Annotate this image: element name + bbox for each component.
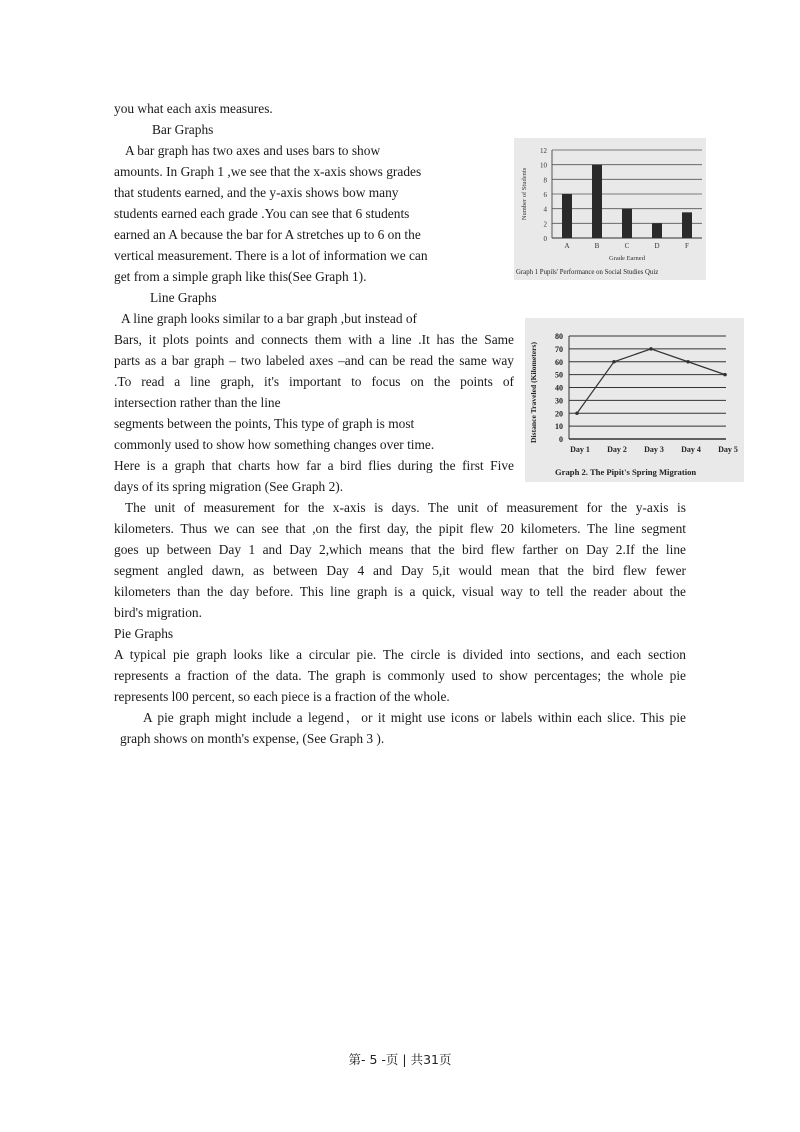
x-tick-label: Day 1: [570, 445, 590, 454]
y-tick-label: 20: [555, 409, 563, 419]
graph-2-line-chart: [525, 318, 744, 482]
x-tick-label: Day 3: [644, 445, 664, 454]
data-point: [612, 360, 616, 364]
x-tick-label: A: [564, 242, 570, 250]
text-line: represents l00 percent, so each piece is a fraction of the whole.: [114, 689, 450, 704]
text-line: segments between the points, This type of graph is most: [114, 416, 415, 431]
y-tick-label: 12: [540, 147, 547, 155]
text-line: A pie graph might include a legend，or it might use icons or labels within each slice. This pie: [143, 710, 686, 725]
text-line: you what each axis measures.: [114, 101, 273, 116]
section-heading-line-graphs: Line Graphs: [150, 290, 217, 305]
y-tick-label: 2: [543, 220, 547, 229]
text-line: that students earned, and the y-axis shows bow many: [114, 185, 399, 200]
x-tick-label: B: [594, 242, 600, 250]
x-tick-label: F: [685, 242, 689, 250]
x-tick-label: Day 4: [681, 445, 701, 454]
section-heading-bar-graphs: Bar Graphs: [152, 122, 214, 137]
text-line: vertical measurement. There is a lot of information we can: [114, 248, 428, 263]
x-tick-label: D: [654, 242, 660, 250]
text-line: Here is a graph that charts how far a bird flies during the first Five: [114, 458, 514, 473]
text-line: kilometers. Thus we can see that ,on the first day, the pipit flew 20 kilometers. The line segment: [114, 521, 686, 536]
text-line: .To read a line graph, it's important to focus on the points of: [114, 374, 514, 389]
data-line: [577, 349, 725, 413]
text-line: A line graph looks similar to a bar graph ,but instead of: [121, 311, 418, 326]
line-chart-svg: [525, 318, 744, 482]
page-footer: 第- 5 -页 | 共31页: [348, 1052, 452, 1067]
y-tick-label: 8: [543, 176, 547, 185]
data-point: [723, 373, 727, 377]
text-line: days of its spring migration (See Graph 2).: [114, 479, 344, 494]
y-tick-label: 70: [555, 344, 563, 354]
text-line: get from a simple graph like this(See Graph 1).: [114, 269, 367, 284]
text-line: The unit of measurement for the x-axis is days. The unit of measurement for the y-axis is: [125, 500, 686, 515]
bar-f: [682, 212, 692, 238]
text-line: amounts. In Graph 1 ,we see that the x-axis shows grades: [114, 164, 422, 179]
chart-title: Graph 1 Pupils' Performance on Social Studies Quiz: [516, 269, 659, 276]
data-point: [575, 411, 579, 415]
y-tick-label: 0: [543, 235, 547, 243]
y-tick-label: 6: [543, 191, 547, 199]
text-line: goes up between Day 1 and Day 2,which means that the bird flew farther on Day 2.If the line: [114, 542, 686, 557]
y-tick-label: 50: [555, 370, 563, 380]
text-line: students earned each grade .You can see that 6 students: [114, 206, 410, 221]
text-line: A typical pie graph looks like a circular pie. The circle is divided into sections, and each section: [114, 647, 686, 662]
text-line: represents a fraction of the data. The graph is commonly used to show percentages; the whole pie: [114, 668, 686, 683]
y-tick-label: 10: [540, 161, 547, 170]
bar-c: [622, 209, 632, 238]
y-tick-label: 0: [559, 435, 563, 444]
y-tick-label: 40: [555, 383, 563, 393]
text-line: bird's migration.: [114, 605, 202, 620]
x-tick-label: C: [624, 242, 630, 250]
data-point: [649, 347, 653, 351]
text-line: Bars, it plots points and connects them with a line .It has the Same: [114, 332, 514, 347]
text-line: commonly used to show how something changes over time.: [114, 437, 435, 452]
y-tick-label: 4: [543, 205, 547, 214]
text-line: graph shows on month's expense, (See Graph 3 ).: [120, 731, 385, 746]
y-tick-label: 30: [555, 396, 563, 406]
y-tick-label: 60: [555, 357, 563, 367]
y-axis-label: Number of Students: [521, 167, 528, 221]
chart-title: Graph 2. The Pipit's Spring Migration: [555, 467, 697, 477]
x-axis-label: Grade Earned: [609, 255, 645, 262]
y-tick-label: 80: [555, 332, 563, 341]
x-tick-label: Day 5: [718, 445, 738, 454]
bar-d: [652, 223, 662, 238]
bar-a: [562, 194, 572, 238]
bar-b: [592, 165, 602, 238]
graph-1-bar-chart: [514, 138, 706, 280]
text-line: parts as a bar graph – two labeled axes –and can be read the same way: [114, 353, 514, 368]
text-line: segment angled dawn, as between Day 4 and Day 5,it would mean that the bird flew fewer: [114, 563, 686, 578]
y-axis-label: Distance Traveled (Kilometers): [529, 342, 538, 443]
bar-chart-svg: [514, 138, 706, 280]
y-tick-label: 10: [555, 422, 563, 432]
section-heading-pie-graphs: Pie Graphs: [114, 626, 174, 641]
data-point: [686, 360, 690, 364]
text-line: kilometers than the day before. This line graph is a quick, visual way to tell the reader about the: [114, 584, 686, 599]
text-line: intersection rather than the line: [114, 395, 281, 410]
text-line: A bar graph has two axes and uses bars to show: [125, 143, 381, 158]
text-line: earned an A because the bar for A stretches up to 6 on the: [114, 227, 421, 242]
x-tick-label: Day 2: [607, 445, 627, 454]
